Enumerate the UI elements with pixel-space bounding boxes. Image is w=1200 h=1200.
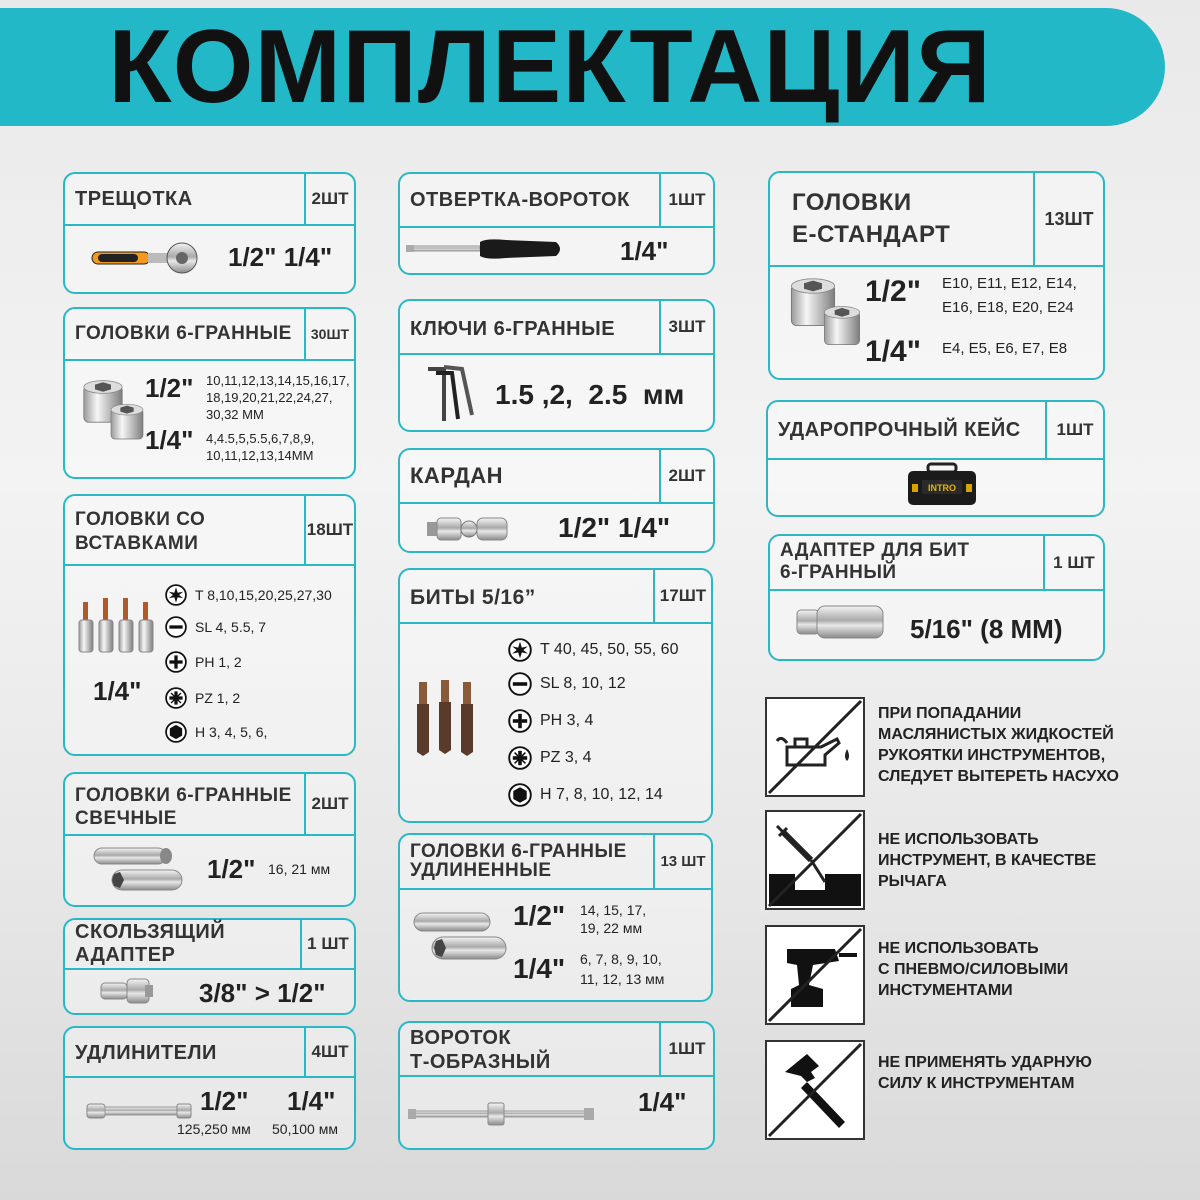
estar-list: E10, E11, E12, E14, [942, 275, 1077, 292]
card-hex-keys [398, 299, 715, 432]
estar-size-half: 1/2" [865, 275, 921, 308]
adapter-size: 5/16" (8 ММ) [910, 614, 1063, 644]
card-qty: 4ШТ [304, 1028, 354, 1076]
card-qty: 1ШТ [659, 174, 713, 226]
header-banner [0, 8, 1165, 126]
hex-icon [165, 721, 187, 743]
cardan-sizes: 1/2" 1/4" [558, 512, 671, 543]
bit-row-ph [508, 709, 593, 733]
socket-list: 18,19,20,21,22,24,27, [206, 390, 333, 405]
socket-size-half: 1/2" [145, 373, 194, 403]
card-title: АДАПТЕР [75, 944, 176, 966]
warning-line: РЫЧАГА [878, 873, 947, 890]
bit-row-hex [165, 721, 267, 743]
card-sockets-6 [63, 307, 356, 479]
ext-list: 50,100 мм [272, 1121, 338, 1137]
bit-row-label: PZ 3, 4 [540, 749, 592, 766]
warning-line: ПРИ ПОПАДАНИИ [878, 705, 1022, 722]
deep-list: 6, 7, 8, 9, 10, [580, 951, 662, 967]
deep-size-half: 1/2" [513, 900, 566, 931]
bit-row-label: H 7, 8, 10, 12, 14 [540, 786, 663, 803]
pozidriv-icon [508, 746, 532, 770]
card-title: КАРДАН [410, 463, 504, 488]
adapter-icon [97, 975, 157, 1007]
universal-joint-icon [425, 512, 515, 546]
bit-row-label: SL 4, 5.5, 7 [195, 619, 267, 635]
warning-hammer-icon [765, 1040, 865, 1140]
card-title: ГОЛОВКИ 6-ГРАННЫЕ [75, 785, 292, 806]
card-title: АДАПТЕР ДЛЯ БИТ [780, 540, 970, 561]
bit-row-ph [165, 651, 242, 673]
card-title: Т-ОБРАЗНЫЙ [410, 1051, 551, 1073]
card-qty: 17ШТ [653, 570, 711, 622]
warning-drill-icon [765, 925, 865, 1025]
bit-row-pz [165, 687, 240, 709]
card-title: СКОЛЬЗЯЩИЙ [75, 921, 226, 943]
card-title: 6-ГРАННЫЙ [780, 562, 897, 583]
bits-icon [415, 678, 485, 758]
bit-row-torx [508, 638, 678, 662]
card-title: ТРЕЩОТКА [75, 188, 193, 210]
card-title: ГОЛОВКИ [792, 189, 912, 216]
card-title: ГОЛОВКИ 6-ГРАННЫЕ [410, 841, 627, 862]
socket-size-quarter: 1/4" [145, 425, 194, 455]
bit-socket-size: 1/4" [93, 676, 142, 706]
bit-row-label: H 3, 4, 5, 6, [195, 724, 268, 740]
warning-line: НЕ ИСПОЛЬЗОВАТЬ [878, 940, 1039, 957]
warning-line: РУКОЯТКИ ИНСТРУМЕНТОВ, [878, 747, 1106, 764]
bit-row-slot [508, 672, 626, 696]
bit-row-label: PZ 1, 2 [195, 690, 241, 706]
case-icon [906, 462, 978, 508]
card-bit-sockets [63, 494, 356, 756]
spark-list: 16, 21 мм [268, 861, 331, 877]
card-qty: 2ШТ [304, 174, 354, 224]
card-qty: 18ШТ [304, 496, 354, 564]
bit-row-label: PH 3, 4 [540, 712, 594, 729]
warning-line: СИЛУ К ИНСТРУМЕНТАМ [878, 1075, 1075, 1092]
torx-icon [165, 584, 187, 606]
ratchet-sizes: 1/2" 1/4" [228, 242, 333, 272]
bit-row-label: T 8,10,15,20,25,27,30 [195, 587, 332, 603]
card-qty: 13 ШТ [653, 835, 711, 888]
bit-row-label: PH 1, 2 [195, 654, 242, 670]
card-qty: 13ШТ [1033, 173, 1103, 265]
warning-line: ИНСТРУМЕНТ, В КАЧЕСТВЕ [878, 852, 1097, 869]
warning-line: СЛЕДУЕТ ВЫТЕРЕТЬ НАСУХО [878, 768, 1119, 785]
hex-key-icon [422, 363, 482, 425]
warning-line: С ПНЕВМО/СИЛОВЫМИ [878, 961, 1069, 978]
card-title: ОТВЕРТКА-ВОРОТОК [410, 189, 630, 211]
slot-icon [508, 672, 532, 696]
page-title: КОМПЛЕКТАЦИЯ [108, 9, 992, 125]
ext-size-quarter: 1/4" [287, 1086, 336, 1116]
ext-list: 125,250 мм [177, 1121, 251, 1137]
ratchet-icon [90, 238, 200, 278]
warning-lever-icon [765, 810, 865, 910]
card-t-bar [398, 1021, 715, 1150]
screwdriver-size: 1/4" [620, 236, 669, 266]
lever-icon [767, 812, 863, 908]
deep-list: 19, 22 мм [580, 920, 643, 936]
card-qty: 2ШТ [304, 774, 354, 834]
slide-sizes: 3/8" > 1/2" [199, 978, 326, 1008]
card-screwdriver [398, 172, 715, 275]
card-title: БИТЫ 5/16” [410, 586, 536, 609]
card-spark-sockets [63, 772, 356, 907]
warning-line: МАСЛЯНИСТЫХ ЖИДКОСТЕЙ [878, 726, 1114, 743]
card-bit-adapter [768, 534, 1105, 661]
bit-row-pz [508, 746, 592, 770]
spark-size: 1/2" [207, 854, 256, 884]
card-cardan [398, 448, 715, 553]
card-extensions [63, 1026, 356, 1150]
warning-text [878, 938, 1068, 1001]
bit-row-label: T 40, 45, 50, 55, 60 [540, 641, 679, 658]
card-sliding-adapter [63, 918, 356, 1015]
card-bits [398, 568, 713, 823]
warning-text [878, 829, 1096, 892]
card-title: УДЛИНИТЕЛИ [75, 1042, 217, 1064]
card-qty: 2ШТ [659, 450, 713, 502]
bit-row-slot [165, 616, 266, 638]
card-title: ВСТАВКАМИ [75, 533, 199, 554]
bit-adapter-icon [795, 602, 887, 642]
card-e-star [768, 171, 1105, 380]
socket-list: 10,11,12,13,14ММ [206, 448, 314, 463]
warning-text [878, 703, 1119, 787]
card-title: ВОРОТОК [410, 1027, 512, 1049]
estar-size-quarter: 1/4" [865, 335, 921, 368]
ext-size-half: 1/2" [200, 1086, 249, 1116]
card-deep-sockets [398, 833, 713, 1002]
bit-row-hex [508, 783, 663, 807]
phillips-icon [508, 709, 532, 733]
case-logo: INTRO [928, 483, 956, 493]
socket-list: 30,32 ММ [206, 407, 264, 422]
card-title: СВЕЧНЫЕ [75, 808, 177, 829]
warning-line: НЕ ПРИМЕНЯТЬ УДАРНУЮ [878, 1054, 1092, 1071]
card-title: КЛЮЧИ 6-ГРАННЫЕ [410, 318, 616, 340]
card-qty: 3ШТ [659, 301, 713, 353]
card-title: УДЛИНЕННЫЕ [410, 860, 552, 881]
bit-row-torx [165, 584, 332, 606]
drill-icon [767, 927, 863, 1023]
card-case [766, 400, 1105, 517]
card-qty: 30ШТ [304, 309, 354, 359]
hexkeys-sizes: 1.5 ,2, 2.5 мм [495, 379, 685, 410]
card-title: ГОЛОВКИ 6-ГРАННЫЕ [75, 323, 292, 344]
card-qty: 1 ШТ [1043, 536, 1103, 589]
spark-socket-icon [90, 842, 190, 902]
slot-icon [165, 616, 187, 638]
estar-list: E16, E18, E20, E24 [942, 299, 1074, 316]
hammer-icon [767, 1042, 863, 1138]
card-ratchet [63, 172, 356, 294]
bit-row-label: SL 8, 10, 12 [540, 675, 626, 692]
warning-oil-icon [765, 697, 865, 797]
card-qty: 1 ШТ [300, 920, 354, 968]
warning-line: НЕ ИСПОЛЬЗОВАТЬ [878, 831, 1039, 848]
deep-list: 11, 12, 13 мм [580, 971, 665, 987]
warning-line: ИНСТУМЕНТАМИ [878, 982, 1013, 999]
card-qty: 1ШТ [659, 1023, 713, 1075]
torx-icon [508, 638, 532, 662]
deep-list: 14, 15, 17, [580, 902, 647, 918]
tbar-size: 1/4" [638, 1087, 687, 1117]
screwdriver-icon [406, 234, 566, 264]
card-title: Е-СТАНДАРТ [792, 221, 951, 248]
t-handle-icon [408, 1095, 598, 1131]
phillips-icon [165, 651, 187, 673]
socket-icon [79, 379, 149, 449]
card-title: ГОЛОВКИ СО [75, 509, 206, 530]
socket-list: 10,11,12,13,14,15,16,17, [206, 373, 350, 388]
socket-list: 4,4.5,5,5.5,6,7,8,9, [206, 431, 315, 446]
hex-icon [508, 783, 532, 807]
deep-size-quarter: 1/4" [513, 953, 566, 984]
warning-text [878, 1052, 1092, 1094]
pozidriv-icon [165, 687, 187, 709]
card-title: УДАРОПРОЧНЫЙ КЕЙС [778, 419, 1021, 441]
estar-list: E4, E5, E6, E7, E8 [942, 340, 1068, 357]
bit-socket-icon [77, 594, 167, 659]
oil-can-icon [767, 699, 863, 795]
e-star-socket-icon [786, 277, 870, 349]
deep-socket-icon [410, 907, 510, 972]
card-qty: 1ШТ [1045, 402, 1103, 458]
